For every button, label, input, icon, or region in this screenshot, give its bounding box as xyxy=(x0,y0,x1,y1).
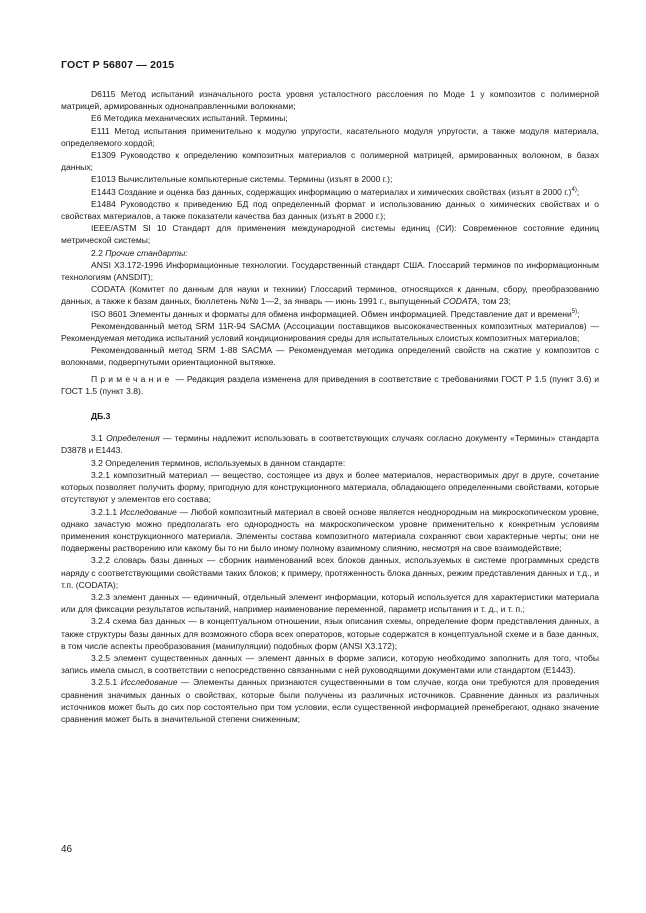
item-text: E1443 Создание и оценка баз данных, содержащих информацию о материалах и химических свойствах (изъят в 2000 г.) xyxy=(91,186,572,197)
item-italic: CODATA xyxy=(442,296,478,307)
paragraph: 3.2 Определения терминов, используемых в данном стандарте: xyxy=(91,457,346,468)
note xyxy=(61,373,599,397)
item-text: CODATA (Комитет по данным для науки и техники) Глоссарий терминов, относящихся к данным, сбору, преобразованию данных, а также к базам данных, бюллетень №№ 1—2, за январь — июнь 1991 г., выпущенный xyxy=(61,284,599,307)
paragraph: 3.2.1 композитный материал — вещество, состоящее из двух и более материалов, нерастворимых друг в друге, сочетание которых позволяет получить форму, пригодную для конструкционного материала, обладающего определенными свойствами, которые отсутствуют у элементов его состава; xyxy=(61,469,599,505)
para-italic: Исследование xyxy=(120,677,178,688)
standard-item: E6 Методика механических испытаний. Термины; xyxy=(91,113,288,124)
para-number: 3.2.5.1 xyxy=(91,677,121,688)
document-header: ГОСТ Р 56807 — 2015 xyxy=(61,59,175,71)
standard-item xyxy=(61,283,599,307)
subsection-heading xyxy=(61,247,599,259)
subsection-number: 2.2 xyxy=(91,247,103,258)
item-tail: , том 23; xyxy=(477,296,511,307)
footnote-ref: 5) xyxy=(571,308,578,315)
standard-item: IEEE/ASTM SI 10 Стандарт для применения международной системы единиц (СИ): Современное состояние единиц метрической системы; xyxy=(61,223,599,246)
page-body xyxy=(61,88,599,725)
item-tail: ; xyxy=(577,308,580,319)
standard-item: E1309 Руководство к определению композитных материалов с полимерной матрицей, армированных волокном, в базах данных; xyxy=(61,150,599,173)
standard-item: Рекомендованный метод SRM 1-88 SACMA — Рекомендуемая методика определений свойств на сжатие у композитов с волокнами, подвергнутыми ориентационной вытяжке. xyxy=(61,345,599,368)
item-tail: ; xyxy=(576,186,580,197)
para-italic: Исследование xyxy=(119,506,177,517)
para-text: — Элементы данных признаются существенными в том случае, когда они требуются для проведения сравнения значимых данных о свойствах, которые были получены из различных источников. Сравнение данных из различных источников может быть до сих пор состоятельно при том условии, если существенной информацией пренебрегают, однако значение сравнения может быть в значительной степени сниженным; xyxy=(61,677,599,724)
standard-item: D6115 Метод испытаний изначального роста уровня усталостного расслоения по Моде 1 у композитов с полимерной матрицей, армированных однонаправленными волокнами; xyxy=(61,89,599,112)
standard-item: E111 Метод испытания применительно к модулю упругости, касательного модуля упругости, а также модуля материала, определяемого хордой; xyxy=(61,125,599,148)
standard-item: E1013 Вычислительные компьютерные системы. Термины (изъят в 2000 г.); xyxy=(91,174,393,185)
paragraph: 3.2.4 схема баз данных — в концептуальном отношении, язык описания схемы, определение форм представления данных, а также структуры базы данных для возможного сбора всех операторов, которые содержатся в концептуальной схеме и в базе данных, в том числе аспекты преобразования (манипуляции) подобных форм (ANSI X3.172); xyxy=(61,616,599,651)
note-label: Примечание xyxy=(91,373,173,384)
paragraph xyxy=(61,506,599,555)
para-text: — термины надлежит использовать в соответствующих случаях согласно документу «Термины» стандарта D3878 и E1443. xyxy=(61,433,599,456)
para-italic: Определения xyxy=(106,433,160,444)
standard-item xyxy=(61,186,599,198)
para-number: 3.2.1.1 xyxy=(91,506,120,517)
note-text: — Редакция раздела изменена для приведения в соответствие с требованиями ГОСТ Р 1.5 (пункт 3.6) и ГОСТ 1.5 (пункт 3.8). xyxy=(61,373,599,396)
para-number: 3.1 xyxy=(91,433,107,444)
standard-item: Рекомендованный метод SRM 11R-94 SACMA (Ассоциации поставщиков высококачественных композитных материалов) — Рекомендуемая методика испытаний условий кондиционирования среды для испытательных слоистых композитных материалов; xyxy=(61,320,599,344)
paragraph: 3.2.2 словарь базы данных — сборник наименований всех блоков данных, используемых в системе программных средств наряду с соответствующими свойствами таких блоков; к примеру, протяженность блока данных, режим представления данных и т.д., и т.п. (CODATA); xyxy=(61,555,599,590)
standard-item xyxy=(61,308,599,320)
footnote-ref: 4) xyxy=(571,186,577,193)
standard-item: ANSI X3.172-1996 Информационные технологии. Государственный стандарт США. Глоссарий терминов по информационным технологиям (ANSDIT); xyxy=(61,259,599,283)
para-text: — Любой композитный материал в своей основе является неоднородным на микроскопическом уровне, однако зачастую можно предполагать его однородность на макроскопическом уровне применительно к конкретным условиям применения конструкционного материала. Элементы состава композитного материала сохраняют свои характерные черты; они не подвержены растворению или какому бы то ни было иному полному взаимному слиянию, несмотря на свое взаимодействие; xyxy=(61,506,599,554)
paragraph xyxy=(61,676,599,725)
item-text: ISO 8601 Элементы данных и форматы для обмена информацией. Обмен информацией. Представление дат и времени xyxy=(91,308,572,319)
section-heading: ДБ.3 xyxy=(91,411,111,422)
subsection-title: Прочие стандарты: xyxy=(105,247,188,258)
paragraph: 3.2.3 элемент данных — единичный, отдельный элемент информации, который используется для характеристики материала или для фиксации результатов испытаний, например наименование переменной, параметр испытания и т. д., и т. п.; xyxy=(61,591,599,615)
page-number: 46 xyxy=(61,844,73,855)
paragraph: 3.2.5 элемент существенных данных — элемент данных в форме записи, которую необходимо заполнить для того, чтобы запись имела смысл, в соответствии с непосредственно связанными с ней руководящими документами или стандартом (E1443). xyxy=(61,652,599,676)
paragraph xyxy=(61,432,599,456)
standard-item: E1484 Руководство к приведению БД под определенный формат и использованию данных о химических свойствах и о свойствах материалов, а также показатели качества баз данных (изъят в 2000 г.); xyxy=(61,198,599,222)
